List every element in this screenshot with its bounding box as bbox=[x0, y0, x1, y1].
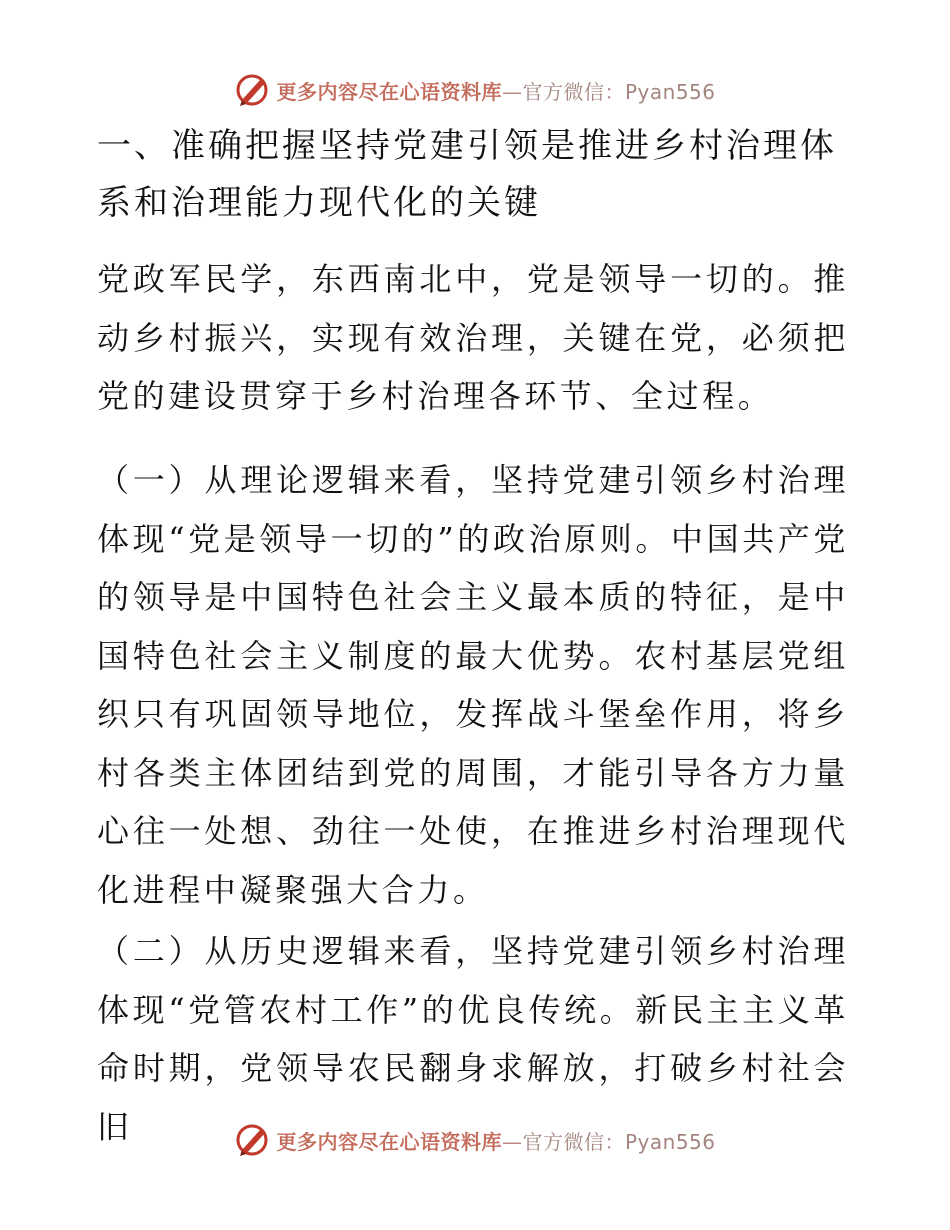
watermark-text bbox=[276, 1126, 715, 1155]
watermark-account: Pyan556 bbox=[624, 1129, 716, 1154]
paragraph: （二）从历史逻辑来看，坚持党建引领乡村治理体现“党管农村工作”的优良传统。新民主主义革命时期，党领导农民翻身求解放，打破乡村社会旧 bbox=[97, 932, 849, 1146]
watermark-separator: — bbox=[501, 1129, 523, 1154]
watermark-brand: 更多内容尽在心语资料库 bbox=[276, 1129, 502, 1154]
watermark-separator: — bbox=[501, 79, 523, 104]
watermark-header bbox=[0, 70, 950, 110]
paragraph: 党政军民学，东西南北中，党是领导一切的。推动乡村振兴，实现有效治理，关键在党，必须把党的建设贯穿于乡村治理各环节、全过程。 bbox=[97, 260, 849, 415]
pen-logo-icon bbox=[234, 72, 270, 108]
watermark-label: 官方微信： bbox=[522, 1129, 625, 1154]
watermark-footer bbox=[0, 1120, 950, 1160]
watermark-account: Pyan556 bbox=[624, 79, 716, 104]
watermark-text bbox=[276, 76, 715, 105]
section-heading: 一、准确把握坚持党建引领是推进乡村治理体系和治理能力现代化的关键 bbox=[97, 126, 837, 223]
paragraph: （一）从理论逻辑来看，坚持党建引领乡村治理体现“党是领导一切的”的政治原则。中国共产党的领导是中国特色社会主义最本质的特征，是中国特色社会主义制度的最大优势。农村基层党组织只有巩固领导地位，发挥战斗堡垒作用，将乡村各类主体团结到党的周围，才能引导各方力量心往一处想、劲往一处使，在推进乡村治理现代化进程中凝聚强大合力。 bbox=[97, 461, 849, 909]
watermark-label: 官方微信： bbox=[522, 79, 625, 104]
watermark-brand: 更多内容尽在心语资料库 bbox=[276, 79, 502, 104]
pen-logo-icon bbox=[234, 1122, 270, 1158]
